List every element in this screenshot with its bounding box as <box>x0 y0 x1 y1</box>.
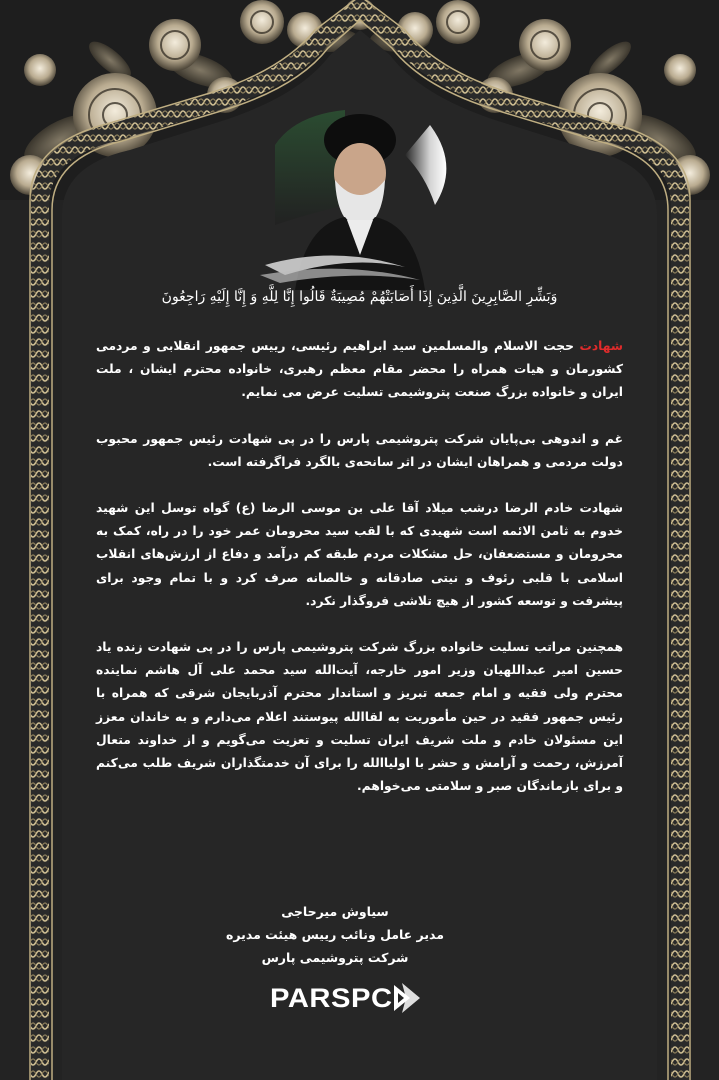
parspc-logo-mark-icon <box>392 981 422 1015</box>
paragraph-1-text: حجت الاسلام والمسلمین سید ابراهیم رئیسی، رییس جمهور انقلابی و مردمی کشورمان و هیات همراه را محضر مقام معظم رهبری، خانواده محترم ایشان ، ملت ایران و خانواده بزرگ صنعت پتروشیمی تسلیت عرض می نمایم. <box>96 339 623 400</box>
paragraph-1 <box>96 335 623 405</box>
paragraph-3: شهادت خادم الرضا درشب میلاد آقا علی بن موسی الرضا (ع) گواه توسل این شهید خدوم به ثامن الائمه است شهیدی که با لقب سید محرومان عمر خود را در راه، کمک به محرومان و مستضعفان، حل مشکلات مردم طبقه کم درآمد و دفاع از ارزش‌های انقلاب اسلامی با قلبی رئوف و نیتی صادقانه و خالصانه صرف کرد و با تمام وجود برای پیشرفت و توسعه کشور از هیچ تلاشی فروگذار نکرد. <box>96 501 623 608</box>
signer-title: مدیر عامل ونائب رییس هیئت مدیره <box>226 927 444 942</box>
logo-text: PARSPC <box>270 982 393 1013</box>
signature-block <box>200 900 470 969</box>
signer-company: شرکت پتروشیمی پارس <box>261 950 409 965</box>
company-logo <box>270 977 422 1019</box>
paragraph-2: غم و اندوهی بی‌پایان شرکت پتروشیمی پارس را در پی شهادت رئیس جمهور محبوب دولت مردمی و همراهان ایشان در اثر سانحه‌ی بالگرد فراگرفته است. <box>96 431 623 469</box>
paragraph-4: همچنین مراتب تسلیت خانواده بزرگ شرکت پتروشیمی پارس را در پی شهادت زنده یاد حسین امیر عبداللهیان وزیر امور خارجه، آیت‌الله سید محمد علی آل هاشم نماینده محترم ولی فقیه و امام جمعه تبریز و استاندار محترم آذربایجان شرقی که همراه با رئیس جمهور فقید در حین مأموریت به لقاالله پیوستند اعلام می‌دارم و به خاندان معزز این مسئولان خادم و ملت شریف ایران تسلیت و تعزیت می‌گویم و از خداوند متعال آمرزش، رحمت و آرامش و حشر با اولیاالله را برای آن خدمتگذاران شریف طلب می‌کنم و برای بازماندگان صبر و سلامتی می‌خواهم. <box>96 640 623 794</box>
highlight-word: شهادت <box>579 339 623 353</box>
quran-verse: وَبَشِّرِ الصَّابِرِينَ الَّذِينَ إِذَا أَصَابَتْهُمْ مُصِيبَةٌ قَالُوا إِنَّا لِلَّهِ وَ إِنَّا إِلَيْهِ رَاجِعُونَ <box>161 289 558 305</box>
portrait-image <box>255 95 460 290</box>
signer-name: سیاوش میرحاجی <box>281 904 389 919</box>
condolence-message <box>96 335 623 821</box>
